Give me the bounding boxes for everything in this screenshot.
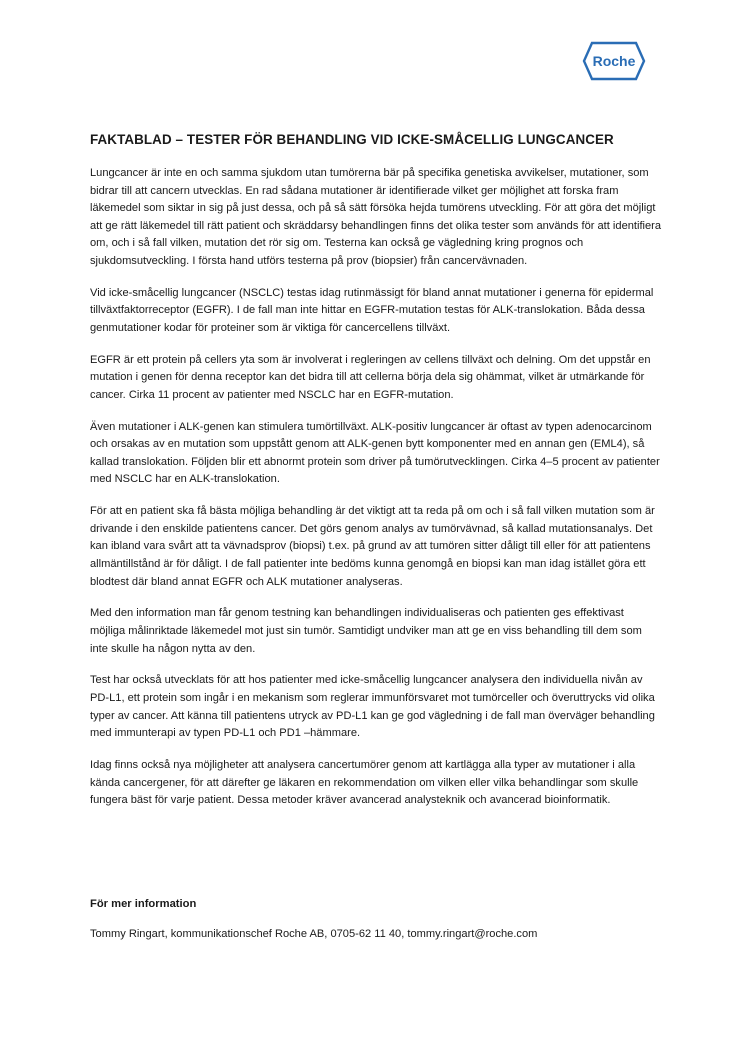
- paragraph: För att en patient ska få bästa möjliga behandling är det viktigt att ta reda på om och i så fall vilken mutation som är drivande i den enskilde patientens cancer. Det görs genom analys av tumörvävnad, så kallad mutationsanalys. Det kan ibland vara svårt att ta vävnadsprov (biopsi) t.ex. på grund av att tumören sitter dåligt till eller för att patientens allmäntillstånd är för dåligt. I de fall patienter inte bedöms kunna genomgå en biopsi kan man idag istället göra ett blodtest där bland annat EGFR och ALK mutationer analyseras.: [90, 505, 655, 588]
- paragraph: Även mutationer i ALK-genen kan stimulera tumörtillväxt. ALK-positiv lungcancer är oftast av typen adenocarcinom och orsakas av en mutation som uppstått genom att ALK-genen bytt komponenter med en annan gen (EML4), så kallad translokation. Följden blir ett abnormt protein som driver på tumörutvecklingen. Cirka 4–5 procent av patienter med NSCLC har en ALK-translokation.: [90, 420, 660, 486]
- paragraph: Vid icke-småcellig lungcancer (NSCLC) testas idag rutinmässigt för bland annat mutationer i generna för epidermal tillväxtfaktorreceptor (EGFR). I de fall man inte hittar en EGFR-mutation testas för ALK-translokation. Båda dessa genmutationer kodar för proteiner som är viktiga för cancercellens tillväxt.: [90, 286, 654, 334]
- footer-contact: Tommy Ringart, kommunikationschef Roche AB, 0705-62 11 40, tommy.ringart@roche.com: [90, 928, 538, 940]
- paragraph: Idag finns också nya möjligheter att analysera cancertumörer genom att kartlägga alla typer av mutationer i alla kända cancergener, för att därefter ge läkaren en rekommendation om vilken eller vilka behandlingar som skulle fungera bäst för varje patient. Dessa metoder kräver avancerad analysteknik och avancerad bioinformatik.: [90, 758, 639, 807]
- body-text: [90, 165, 662, 824]
- logo-text: Roche: [592, 53, 636, 69]
- page-title: FAKTABLAD – TESTER FÖR BEHANDLING VID ICKE-SMÅCELLIG LUNGCANCER: [90, 132, 614, 147]
- paragraph: Lungcancer är inte en och samma sjukdom utan tumörerna bär på specifika genetiska avvikelser, mutationer, som bidrar till att cancern utvecklas. En rad sådana mutationer är identifierade vilket ger möjlighet att forska fram läkemedel som siktar in sig på just dessa, och på så sätt försöka hejda tumörens utveckling. För att göra det möjligt att ge rätt läkemedel till rätt patient och skräddarsy behandlingen finns det olika tester som används för att identifiera om, och i så fall vilken, mutation det rör sig om. Testerna kan också ge vägledning kring prognos och sjukdomsutveckling. I första hand utförs testerna på prov (biopsier) från cancervävnaden.: [90, 167, 662, 267]
- paragraph: Med den information man får genom testning kan behandlingen individualiseras och patienten ges effektivast möjliga målinriktade läkemedel mot just sin tumör. Samtidigt undviker man att ge en viss behandling till dem som inte skulle ha någon nytta av den.: [90, 607, 642, 655]
- roche-logo-icon: [582, 40, 646, 82]
- paragraph: EGFR är ett protein på cellers yta som är involverat i regleringen av cellens tillväxt och delning. Om det uppstår en mutation i genen för denna receptor kan det bidra till att cellerna börja dela sig ohämmat, vilket är utmärkande för cancer. Cirka 11 procent av patienter med NSCLC har en EGFR-mutation.: [90, 353, 651, 401]
- paragraph: Test har också utvecklats för att hos patienter med icke-småcellig lungcancer analysera den individuella nivån av PD-L1, ett protein som ingår i en mekanism som reglerar immunförsvaret mot tumörceller och överuttrycks vid olika typer av cancer. Att känna till patientens utryck av PD-L1 kan ge god vägledning i de fall man överväger behandling med immunterapi av typen PD-L1 och PD1 –hämmare.: [90, 674, 655, 740]
- footer-heading: För mer information: [90, 898, 197, 910]
- roche-logo: [582, 40, 646, 82]
